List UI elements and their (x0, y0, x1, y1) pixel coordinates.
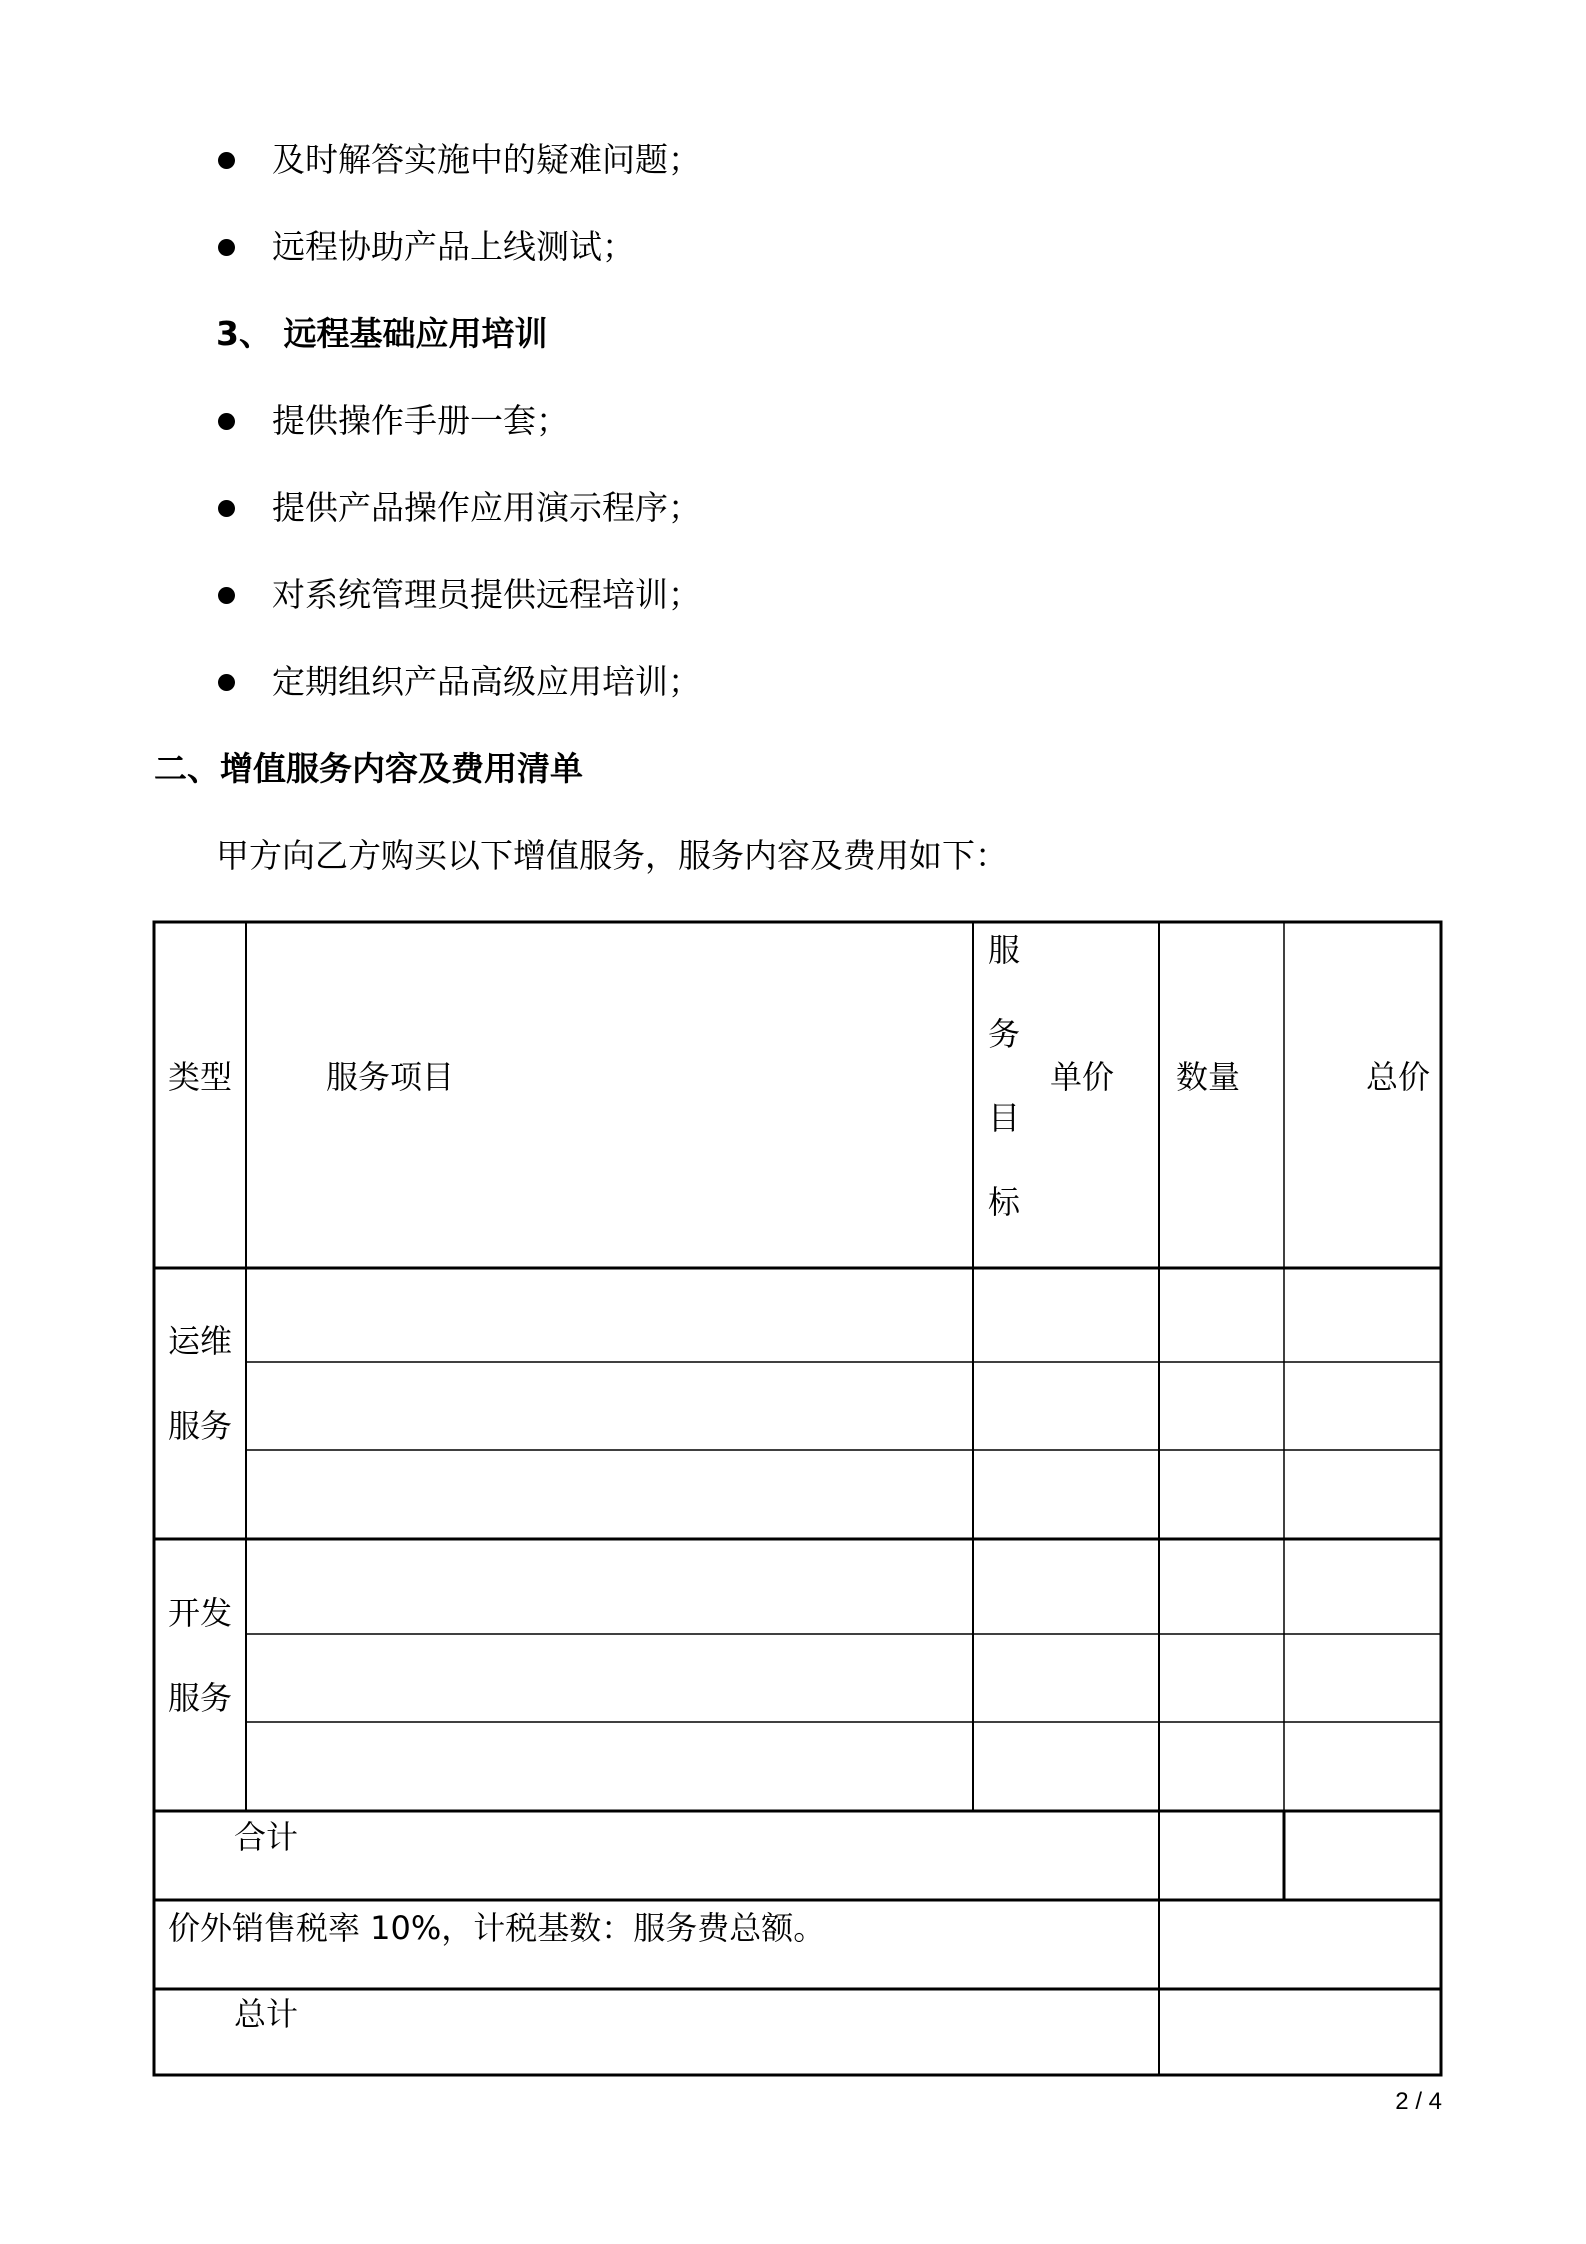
group-ops-label-1: 运维 (168, 1322, 233, 1360)
header-target-1: 服 (988, 931, 1021, 969)
grand-total-label: 总计 (234, 1995, 299, 2033)
header-target-2: 务 (988, 1015, 1021, 1053)
header-service-item: 服务项目 (326, 1058, 455, 1096)
page-number: 2 / 4 (1395, 2088, 1442, 2115)
group-dev-label-2: 服务 (168, 1679, 233, 1717)
group-ops-label-2: 服务 (168, 1407, 233, 1445)
section-2-heading: 二、增值服务内容及费用清单 (154, 749, 583, 788)
header-unit-price: 单价 (1050, 1058, 1115, 1096)
header-total-price: 总价 (1366, 1058, 1431, 1096)
header-quantity: 数量 (1176, 1058, 1241, 1096)
header-target-3: 目 (988, 1099, 1021, 1137)
header-target-4: 标 (988, 1183, 1021, 1221)
header-type: 类型 (168, 1058, 233, 1096)
intro-paragraph: 甲方向乙方购买以下增值服务，服务内容及费用如下： (216, 836, 1008, 875)
section-3-heading: 3、 远程基础应用培训 (216, 314, 548, 353)
tax-note: 价外销售税率 10%，计税基数：服务费总额。 (168, 1909, 826, 1947)
group-dev-label-1: 开发 (168, 1594, 233, 1632)
subtotal-label: 合计 (234, 1818, 299, 1856)
